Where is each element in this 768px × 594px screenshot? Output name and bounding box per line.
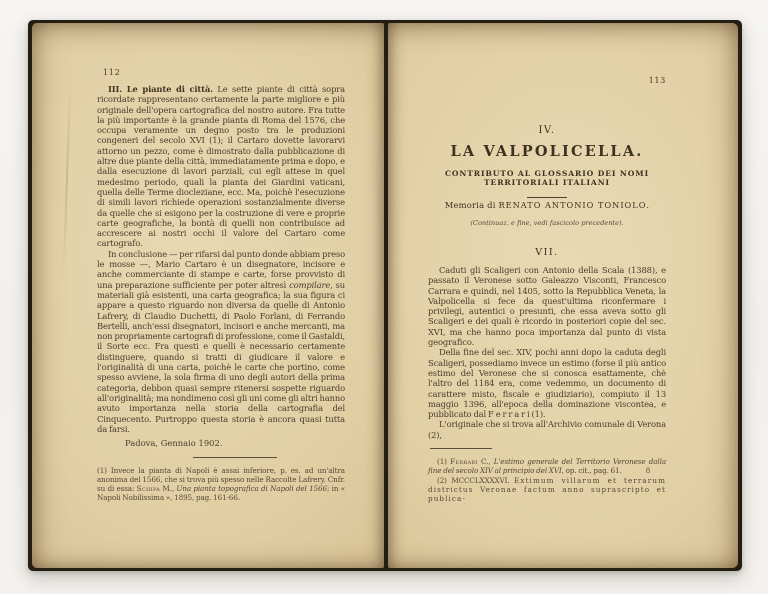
- article-title: LA VALPOLICELLA.: [450, 143, 644, 160]
- page-number-right: 113: [648, 75, 666, 85]
- paragraph-piante-di-citta: [97, 84, 345, 249]
- footnote-right-1: (1) Ferrari C., L'estimo generale del Territorio Veronese dalla fine del secolo XIV al principio del XVI, op. cit., pag. 61.: [428, 457, 666, 476]
- signature-mark: 8: [645, 467, 651, 475]
- paragraph-estimo: Della fine del sec. XIV, pochi anni dopo la caduta degli Scaligeri, possediamo invece un estimo (forse il più antico estimo del Veronese che si conosca esattamente, chè l'altro del 1184 era, come vedemmo, un documento di carattere misto, fiscale e giudiziario), compiuto il 13 maggio 1396, all'epoca della dominazione viscontea, e pubblicato dal F e r r a r i (1).: [428, 347, 666, 420]
- footnote-left-1: (1) Invece la pianta di Napoli è assai inferiore, p. es. ad un'altra anonima del 1566, che si trova più spesso nelle Raccolte Lafrery. Cnfr. su di essa: Schipa M., Una pianta topografica di Napoli del 1566; in « Napoli Nobilissima », 1895, pag. 161-66.: [97, 466, 345, 503]
- paragraph-originale: L'originale che si trova all'Archivio comunale di Verona (2),: [428, 419, 666, 440]
- dateline: Padova, Gennaio 1902.: [125, 438, 223, 449]
- page-number-left: 112: [103, 67, 121, 77]
- right-text-column: [428, 265, 666, 504]
- footnote-divider-right: [430, 448, 492, 449]
- section-number: VII.: [535, 247, 559, 258]
- author-byline: Memoria di RENATO ANTONIO TONIOLO.: [444, 200, 650, 210]
- page-right: [388, 23, 738, 568]
- page-left: [32, 23, 384, 568]
- footnote-right-2: (2) MCCCLXXXXVI. Extimum villarum et terrarum districtus Veronae factum anno suprascripto et publica-: [428, 476, 666, 504]
- chapter-number: IV.: [538, 125, 556, 136]
- paragraph-conclusione: In conclusione — per rifarsi dal punto donde abbiam preso le mosse —, Mario Cartaro è un disegnatore, incisore e anche commerciante di stampe e carte, forse provvisto di una preparazione sufficiente per poter altresì compilare, su materiali già esistenti, una carta geografica; la sua figura ci appare a questo riguardo non diversa da quelle di Antonio Lafrery, di Claudio Duchetti, di Paolo Forlani, di Ferrando Bertelli, anch'essi disegnatori, incisori e anche mercanti, ma non propriamente cartografi di professione, come il Gastaldi, il Sorte ecc. Fra questi e quelli è necessario certamente distinguere, quando si tratti di giudicare il valore e l'originalità di una carta, poichè le carte che portino, come spesso avviene, la sola firma di uno degli autori della prima categoria, debbon quasi sempre ritenersi sospette riguardo all'originalità; ma nondimeno così gli uni come gli altri hanno avuto importanza nella storia della cartografia del Cinquecento. Purtroppo questa storia è ancora quasi tutta da farsi.: [97, 248, 346, 434]
- continuation-note: (Continuaz. e fine, vedi fascicolo precedente).: [470, 219, 624, 227]
- footnote-divider-left: [193, 457, 277, 458]
- paragraph-body-text: Le sette piante di città sopra ricordate rappresentano certamente la parte migliore e più originale dell'opera cartografica del nostro autore. Fra tutte la più importante è la grande pianta di Roma del 1576, che occupa veramente un degno posto tra le produzioni congeneri del secolo XVI (1); il Cartaro dovette lavorarvi attorno un pezzo, come è dimostrato dalla pubblicazione di altre due piante della città, immediatamente prima e dopo, e dalla esecuzione di lavori parziali, cui egli attese in quel medesimo periodo, quali la pianta dei Giardini vaticani, quella delle Terme diocleziane, ecc. Ma, poichè l'esecuzione di simili lavori richiede operazioni sostanzialmente diverse da quelle che si esigono per la costruzione di vere e proprie carte geografiche, la bontà di quelli non contribuisce ad accrescere ai nostri occhi il valore del Cartaro come cartografo.: [97, 84, 345, 249]
- paragraph-lead-bold: III. Le piante di città.: [108, 84, 213, 94]
- open-book: [28, 20, 742, 571]
- left-text-column: [97, 84, 345, 502]
- paragraph-caduti-scaligeri: Caduti gli Scaligeri con Antonio della Scala (1388), e passato il Veronese sotto Galeazzo Visconti, Francesco Carrara e quindi, nel 1405, sotto la Repubblica Veneta, la Valpolicella si fece da quest'ultima riconfermare i privilegi, autentici o presunti, che essa aveva sotto gli Scaligeri e dei quali è ricordo in posteriori copie del sec. XVI, ma che hanno poca importanza dal punto di vista geografico.: [428, 265, 666, 348]
- article-subtitle: CONTRIBUTO AL GLOSSARIO DEI NOMI TERRITORIALI ITALIANI: [444, 169, 650, 187]
- title-divider: [527, 197, 567, 198]
